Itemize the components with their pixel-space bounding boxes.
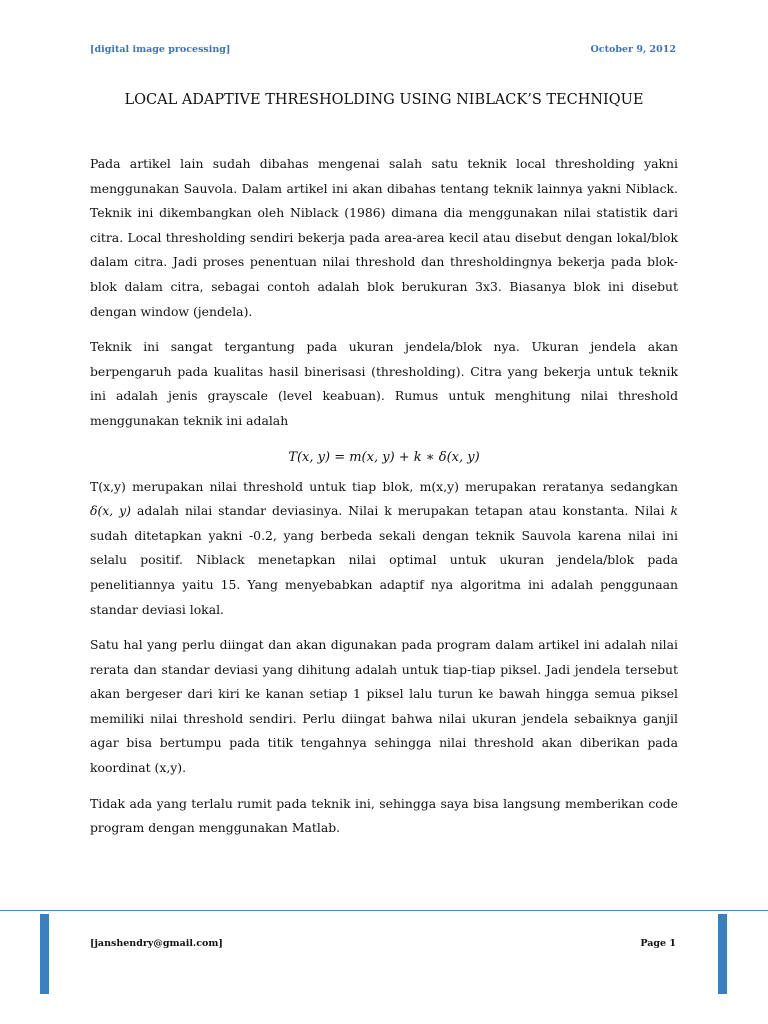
header-date: October 9, 2012 xyxy=(590,44,676,55)
paragraph-3-part-c: sudah ditetapkan yakni -0.2, yang berbeda sekali dengan teknik Sauvola karena nilai ini selalu positif. Niblack menetapkan nilai optimal untuk ukuran jendela/blok pada penelitiannya yaitu 15. Yang menyebabkan adaptif nya algoritma ini adalah penggunaan standar deviasi lokal. xyxy=(90,527,678,617)
paragraph-3 xyxy=(90,475,678,623)
footer-left-bar xyxy=(40,914,49,994)
threshold-formula: T(x, y) = m(x, y) + k ∗ δ(x, y) xyxy=(288,449,480,465)
header-left-text: [digital image processing] xyxy=(90,44,231,55)
paragraph-4: Satu hal yang perlu diingat dan akan digunakan pada program dalam artikel ini adalah nilai rerata dan standar deviasi yang dihitung adalah untuk tiap-tiap piksel. Jadi jendela tersebut akan bergeser dari kiri ke kanan setiap 1 piksel lalu turun ke bawah hingga semua piksel memiliki nilai threshold sendiri. Perlu diingat bahwa nilai ukuran jendela sebaiknya ganjil agar bisa bertumpu pada titik tengahnya sehingga nilai threshold akan diberikan pada koordinat (x,y). xyxy=(90,637,678,776)
k-symbol: k xyxy=(670,503,678,519)
document-title: LOCAL ADAPTIVE THRESHOLDING USING NIBLACK’S TECHNIQUE xyxy=(124,92,644,108)
paragraph-1: Pada artikel lain sudah dibahas mengenai salah satu teknik local thresholding yakni menggunakan Sauvola. Dalam artikel ini akan dibahas tentang teknik lainnya yakni Niblack. Teknik ini dikembangkan oleh Niblack (1986) dimana dia menggunakan nilai statistik dari citra. Local thresholding sendiri bekerja pada area-area kecil atau disebut dengan lokal/blok dalam citra. Jadi proses penentuan nilai threshold dan thresholdingnya bekerja pada blok-blok dalam citra, sebagai contoh adalah blok berukuran 3x3. Biasanya blok ini disebut dengan window (jendela). xyxy=(90,156,678,319)
delta-symbol: δ(x, y) xyxy=(90,503,132,519)
document-body xyxy=(90,152,678,852)
paragraph-3-part-b: adalah nilai standar deviasinya. Nilai k merupakan tetapan atau konstanta. Nilai xyxy=(131,503,671,519)
paragraph-3-part-a: T(x,y) merupakan nilai threshold untuk tiap blok, m(x,y) merupakan reratanya sedangkan xyxy=(90,478,678,494)
footer-email: [janshendry@gmail.com] xyxy=(90,938,223,949)
paragraph-5: Tidak ada yang terlalu rumit pada teknik ini, sehingga saya bisa langsung memberikan code program dengan menggunakan Matlab. xyxy=(90,795,678,836)
footer-page-number: Page 1 xyxy=(640,938,676,949)
footer-rule xyxy=(0,910,768,911)
paragraph-2: Teknik ini sangat tergantung pada ukuran jendela/blok nya. Ukuran jendela akan berpengaruh pada kualitas hasil binerisasi (thresholding). Citra yang bekerja untuk teknik ini adalah jenis grayscale (level keabuan). Rumus untuk menghitung nilai threshold menggunakan teknik ini adalah xyxy=(90,339,678,428)
footer-right-bar xyxy=(718,914,727,994)
